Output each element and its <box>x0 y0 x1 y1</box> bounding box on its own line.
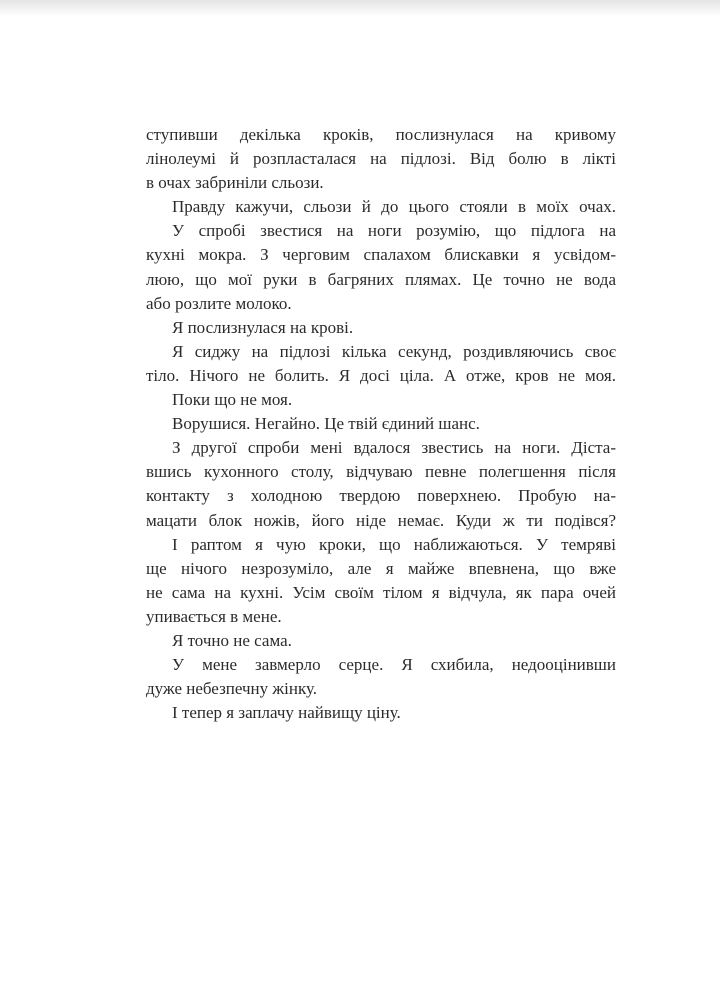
text-line: не сама на кухні. Усім своїм тілом я відчула, як пара очей <box>146 582 616 602</box>
text-line: Поки що не моя. <box>172 390 293 410</box>
body-text <box>146 123 616 725</box>
text-line: У мене завмерло серце. Я схибила, недооцінивши <box>172 655 616 675</box>
text-line: люю, що мої руки в багряних плямах. Це точно не вода <box>146 269 616 289</box>
text-line: вшись кухонного столу, відчуваю певне полегшення після <box>146 462 616 482</box>
text-line: Я сиджу на підлозі кілька секунд, роздивляючись своє <box>172 341 616 361</box>
text-line: упивається в мене. <box>146 606 282 626</box>
text-line: Я точно не сама. <box>172 630 292 650</box>
text-line: в очах забриніли сльози. <box>146 173 324 193</box>
text-line: І раптом я чую кроки, що наближаються. У темряві <box>172 534 616 554</box>
text-line: Я послизнулася на крові. <box>172 317 354 337</box>
text-line: У спробі звестися на ноги розумію, що підлога на <box>172 221 616 241</box>
text-line: або розлите молоко. <box>146 293 292 313</box>
text-line: кухні мокра. З черговим спалахом блискавки я усвідом- <box>146 245 616 265</box>
text-line: мацати блок ножів, його ніде немає. Куди ж ти подівся? <box>146 510 616 530</box>
text-line: контакту з холодною твердою поверхнею. Пробую на- <box>146 486 616 506</box>
text-line: Ворушися. Негайно. Це твій єдиний шанс. <box>172 414 480 434</box>
text-line: ще нічого незрозуміло, але я майже впевнена, що вже <box>146 558 616 578</box>
scan-edge-shadow <box>0 0 720 16</box>
text-line: тіло. Нічого не болить. Я досі ціла. А отже, кров не моя. <box>146 365 616 385</box>
text-line: дуже небезпечну жінку. <box>146 679 318 699</box>
text-line: ступивши декілька кроків, послизнулася на кривому <box>146 125 616 144</box>
text-line: лінолеумі й розпласталася на підлозі. Від болю в лікті <box>146 149 616 169</box>
text-line: Правду кажучи, сльози й до цього стояли в моїх очах. <box>172 197 616 217</box>
text-line: І тепер я заплачу найвищу ціну. <box>172 703 401 723</box>
text-line: З другої спроби мені вдалося звестись на ноги. Діста- <box>172 438 616 458</box>
